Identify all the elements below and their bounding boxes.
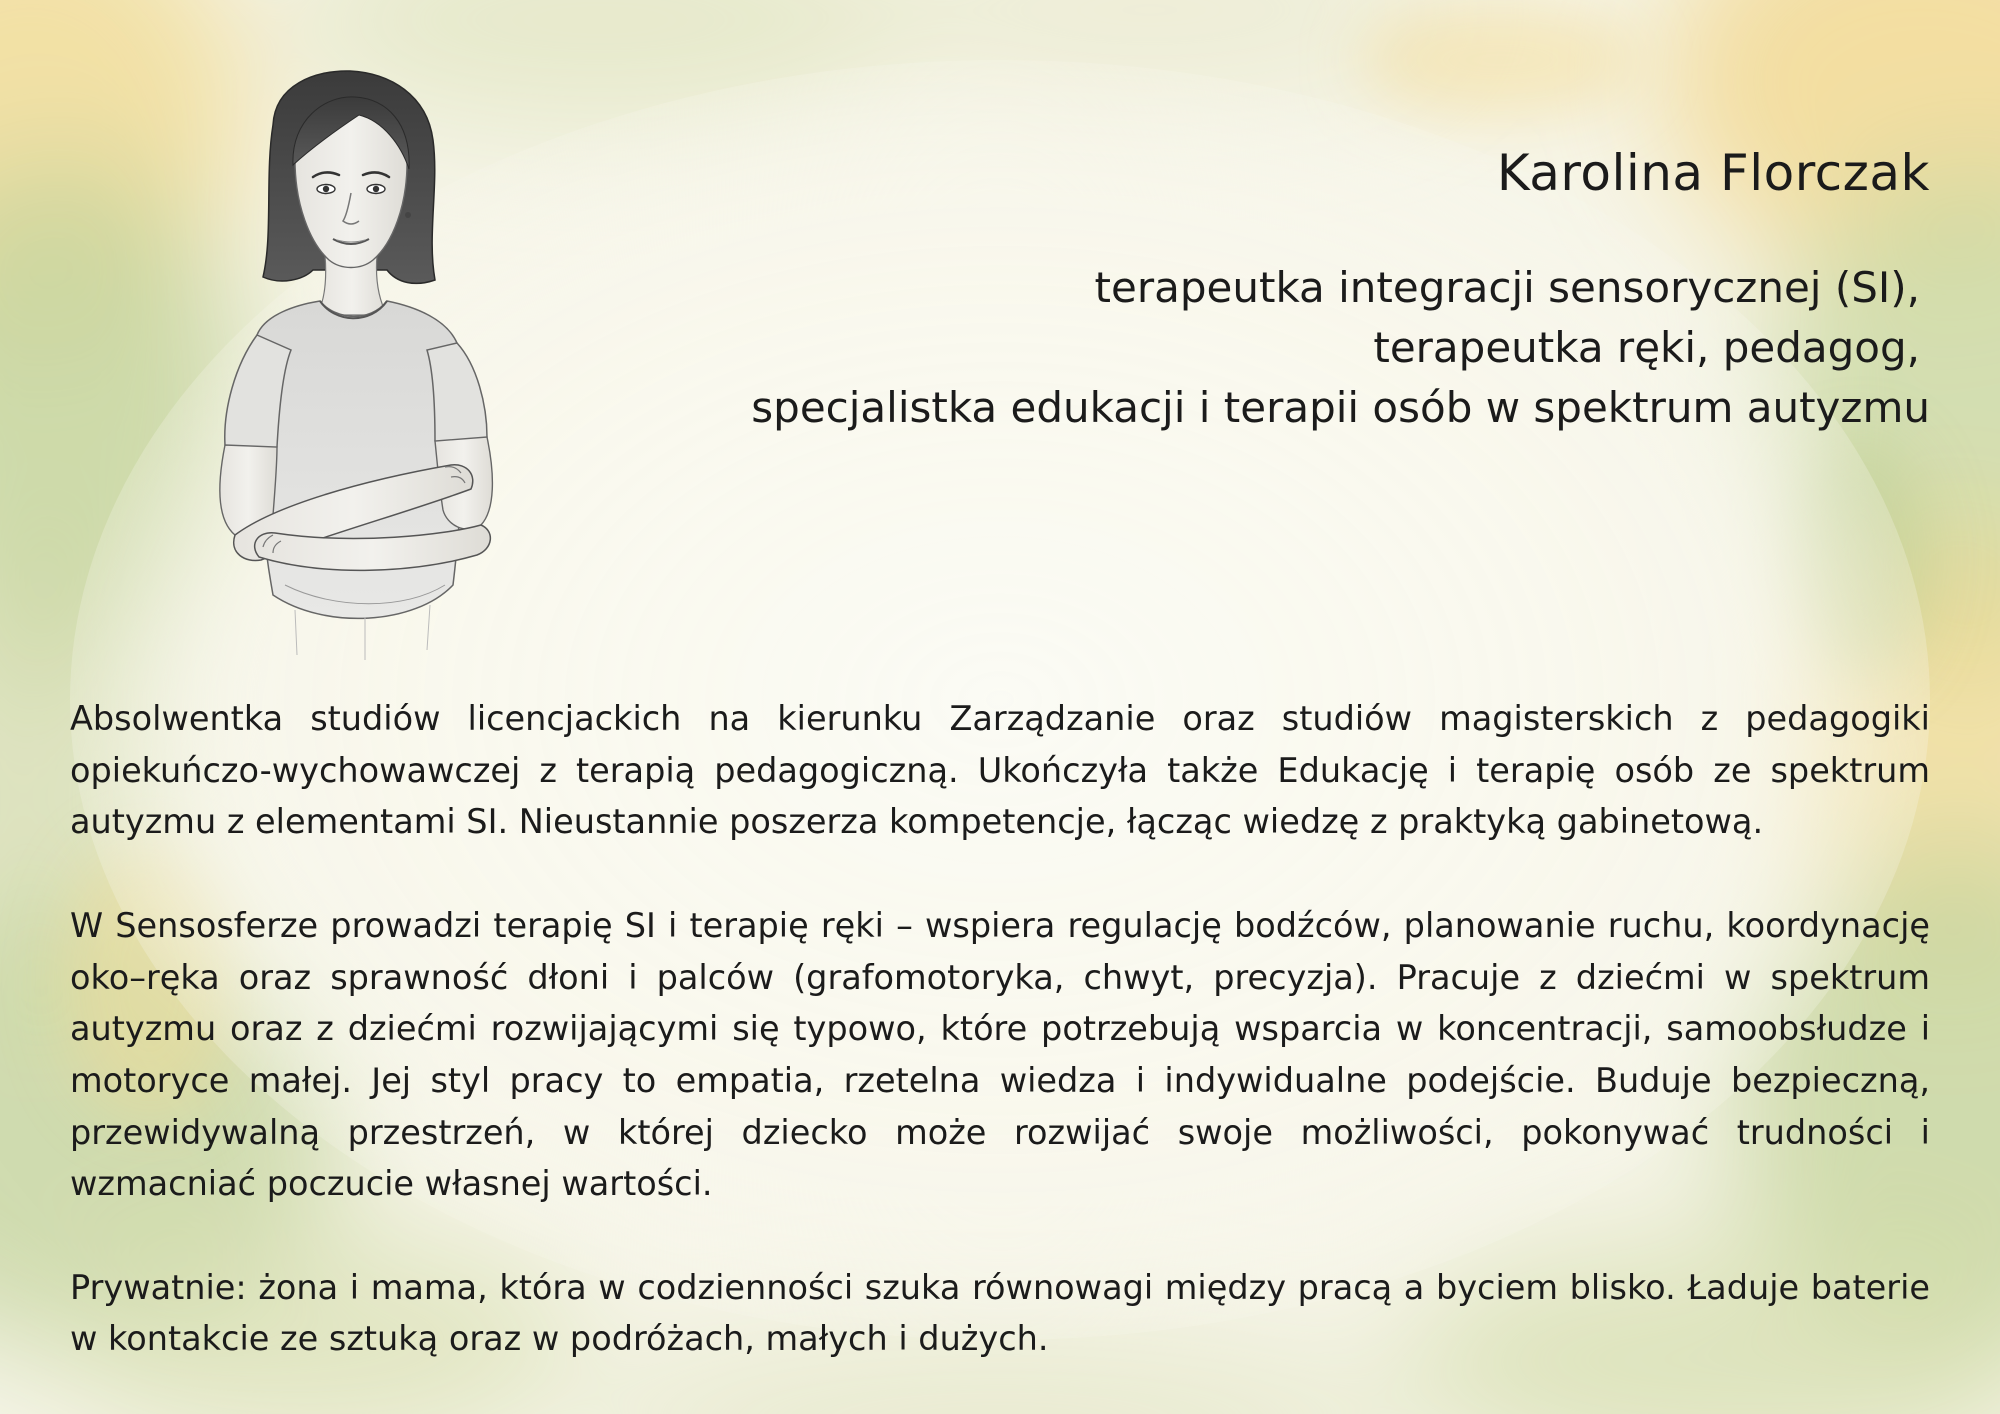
role-line: specjalistka edukacji i terapii osób w spektrum autyzmu xyxy=(751,383,1930,432)
role-line: terapeutka integracji sensorycznej (SI), xyxy=(1094,263,1920,312)
role-line: terapeutka ręki, pedagog, xyxy=(1373,323,1920,372)
person-name: Karolina Florczak xyxy=(1496,144,1930,202)
profile-header xyxy=(630,138,1930,438)
roles-list xyxy=(630,258,1930,438)
bio-paragraph-private: Prywatnie: żona i mama, która w codzienności szuka równowagi między pracą a byciem blisko. Ładuje baterie w kontakcie ze sztuką oraz w podróżach, małych i dużych. xyxy=(70,1267,1930,1359)
bio-paragraph-education: Absolwentka studiów licencjackich na kierunku Zarządzanie oraz studiów magisterskich z pedagogiki opiekuńczo-wychowawczej z terapią pedagogiczną. Ukończyła także Edukację i terapię osób ze spektrum autyzmu z elementami SI. Nieustannie poszerza kompetencje, łącząc wiedzę z praktyką gabinetową. xyxy=(70,699,1930,842)
bio-paragraph-work: W Sensosferze prowadzi terapię SI i terapię ręki – wspiera regulację bodźców, planowanie ruchu, koordynację oko–ręka oraz sprawność dłoni i palców (grafomotoryka, chwyt, precyzja). Pracuje z dziećmi w spektrum autyzmu oraz z dziećmi rozwijającymi się typowo, które potrzebują wsparcia w koncentracji, samoobsłudze i motoryce małej. Jej styl pracy to empatia, rzetelna wiedza i indywidualne podejście. Buduje bezpieczną, przewidywalną przestrzeń, w której dziecko może rozwijać swoje możliwości, pokonywać trudności i wzmacniać poczucie własnej wartości. xyxy=(70,905,1930,1204)
bio-section xyxy=(70,693,1930,1365)
portrait-sketch xyxy=(165,65,585,665)
